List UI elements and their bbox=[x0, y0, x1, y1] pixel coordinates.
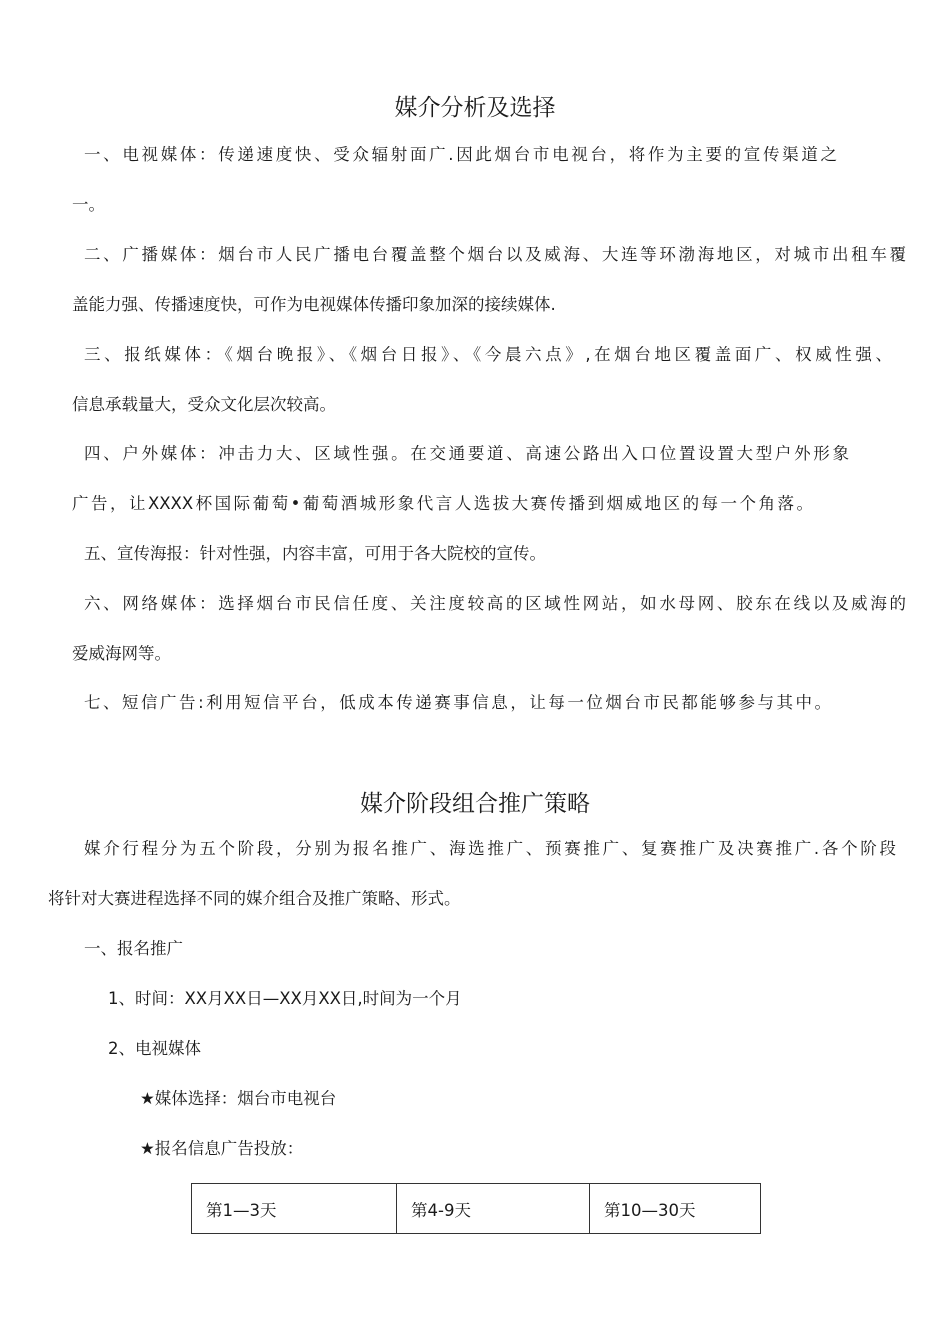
section-title-stage-strategy: 媒介阶段组合推广策略 bbox=[360, 791, 590, 817]
item-3-line-2: 信息承载量大，受众文化层次较高。 bbox=[72, 395, 336, 414]
stage-1-heading: 一、报名推广 bbox=[84, 939, 183, 958]
item-3-line-1: 三、报纸媒体：《烟台晚报》、《烟台日报》、《今晨六点》,在烟台地区覆盖面广、权威性强、 bbox=[84, 345, 892, 364]
ad-placement-heading: ★报名信息广告投放： bbox=[140, 1139, 304, 1158]
item-1-line-2: 一。 bbox=[72, 195, 105, 214]
intro-line-2: 将针对大赛进程选择不同的媒介组合及推广策略、形式。 bbox=[48, 889, 461, 908]
ad-schedule-table bbox=[191, 1183, 761, 1234]
schedule-cell-days-10-30: 第10—30天 bbox=[590, 1184, 761, 1234]
item-4-line-1: 四、户外媒体：冲击力大、区域性强。在交通要道、高速公路出入口位置设置大型户外形象 bbox=[84, 444, 849, 463]
item-4-line-2: 广告，让XXXX杯国际葡萄•葡萄酒城形象代言人选拔大赛传播到烟威地区的每一个角落。 bbox=[72, 494, 813, 513]
schedule-cell-days-1-3: 第1—3天 bbox=[192, 1184, 397, 1234]
media-choice: ★媒体选择：烟台市电视台 bbox=[140, 1089, 337, 1108]
tv-media-heading: 2、电视媒体 bbox=[108, 1039, 201, 1058]
item-7-line-1: 七、短信广告:利用短信平台，低成本传递赛事信息，让每一位烟台市民都能够参与其中。 bbox=[84, 693, 831, 712]
item-6-line-1: 六、网络媒体：选择烟台市民信任度、关注度较高的区域性网站，如水母网、胶东在线以及威海的 bbox=[84, 594, 906, 613]
time-line: 1、时间：XX月XX日—XX月XX日,时间为一个月 bbox=[108, 989, 462, 1008]
item-2-line-1: 二、广播媒体：烟台市人民广播电台覆盖整个烟台以及威海、大连等环渤海地区，对城市出租车覆 bbox=[84, 245, 906, 264]
item-5-line-1: 五、宣传海报：针对性强，内容丰富，可用于各大院校的宣传。 bbox=[84, 544, 546, 563]
item-2-line-2: 盖能力强、传播速度快，可作为电视媒体传播印象加深的接续媒体. bbox=[72, 295, 556, 314]
section-title-media-analysis: 媒介分析及选择 bbox=[394, 95, 556, 121]
intro-line-1: 媒介行程分为五个阶段，分别为报名推广、海选推广、预赛推广、复赛推广及决赛推广.各个阶段 bbox=[84, 839, 896, 858]
schedule-cell-days-4-9: 第4-9天 bbox=[397, 1184, 590, 1234]
item-1-line-1: 一、电视媒体：传递速度快、受众辐射面广.因此烟台市电视台，将作为主要的宣传渠道之 bbox=[84, 145, 837, 164]
item-6-line-2: 爱威海网等。 bbox=[72, 644, 171, 663]
table-row bbox=[192, 1184, 761, 1234]
